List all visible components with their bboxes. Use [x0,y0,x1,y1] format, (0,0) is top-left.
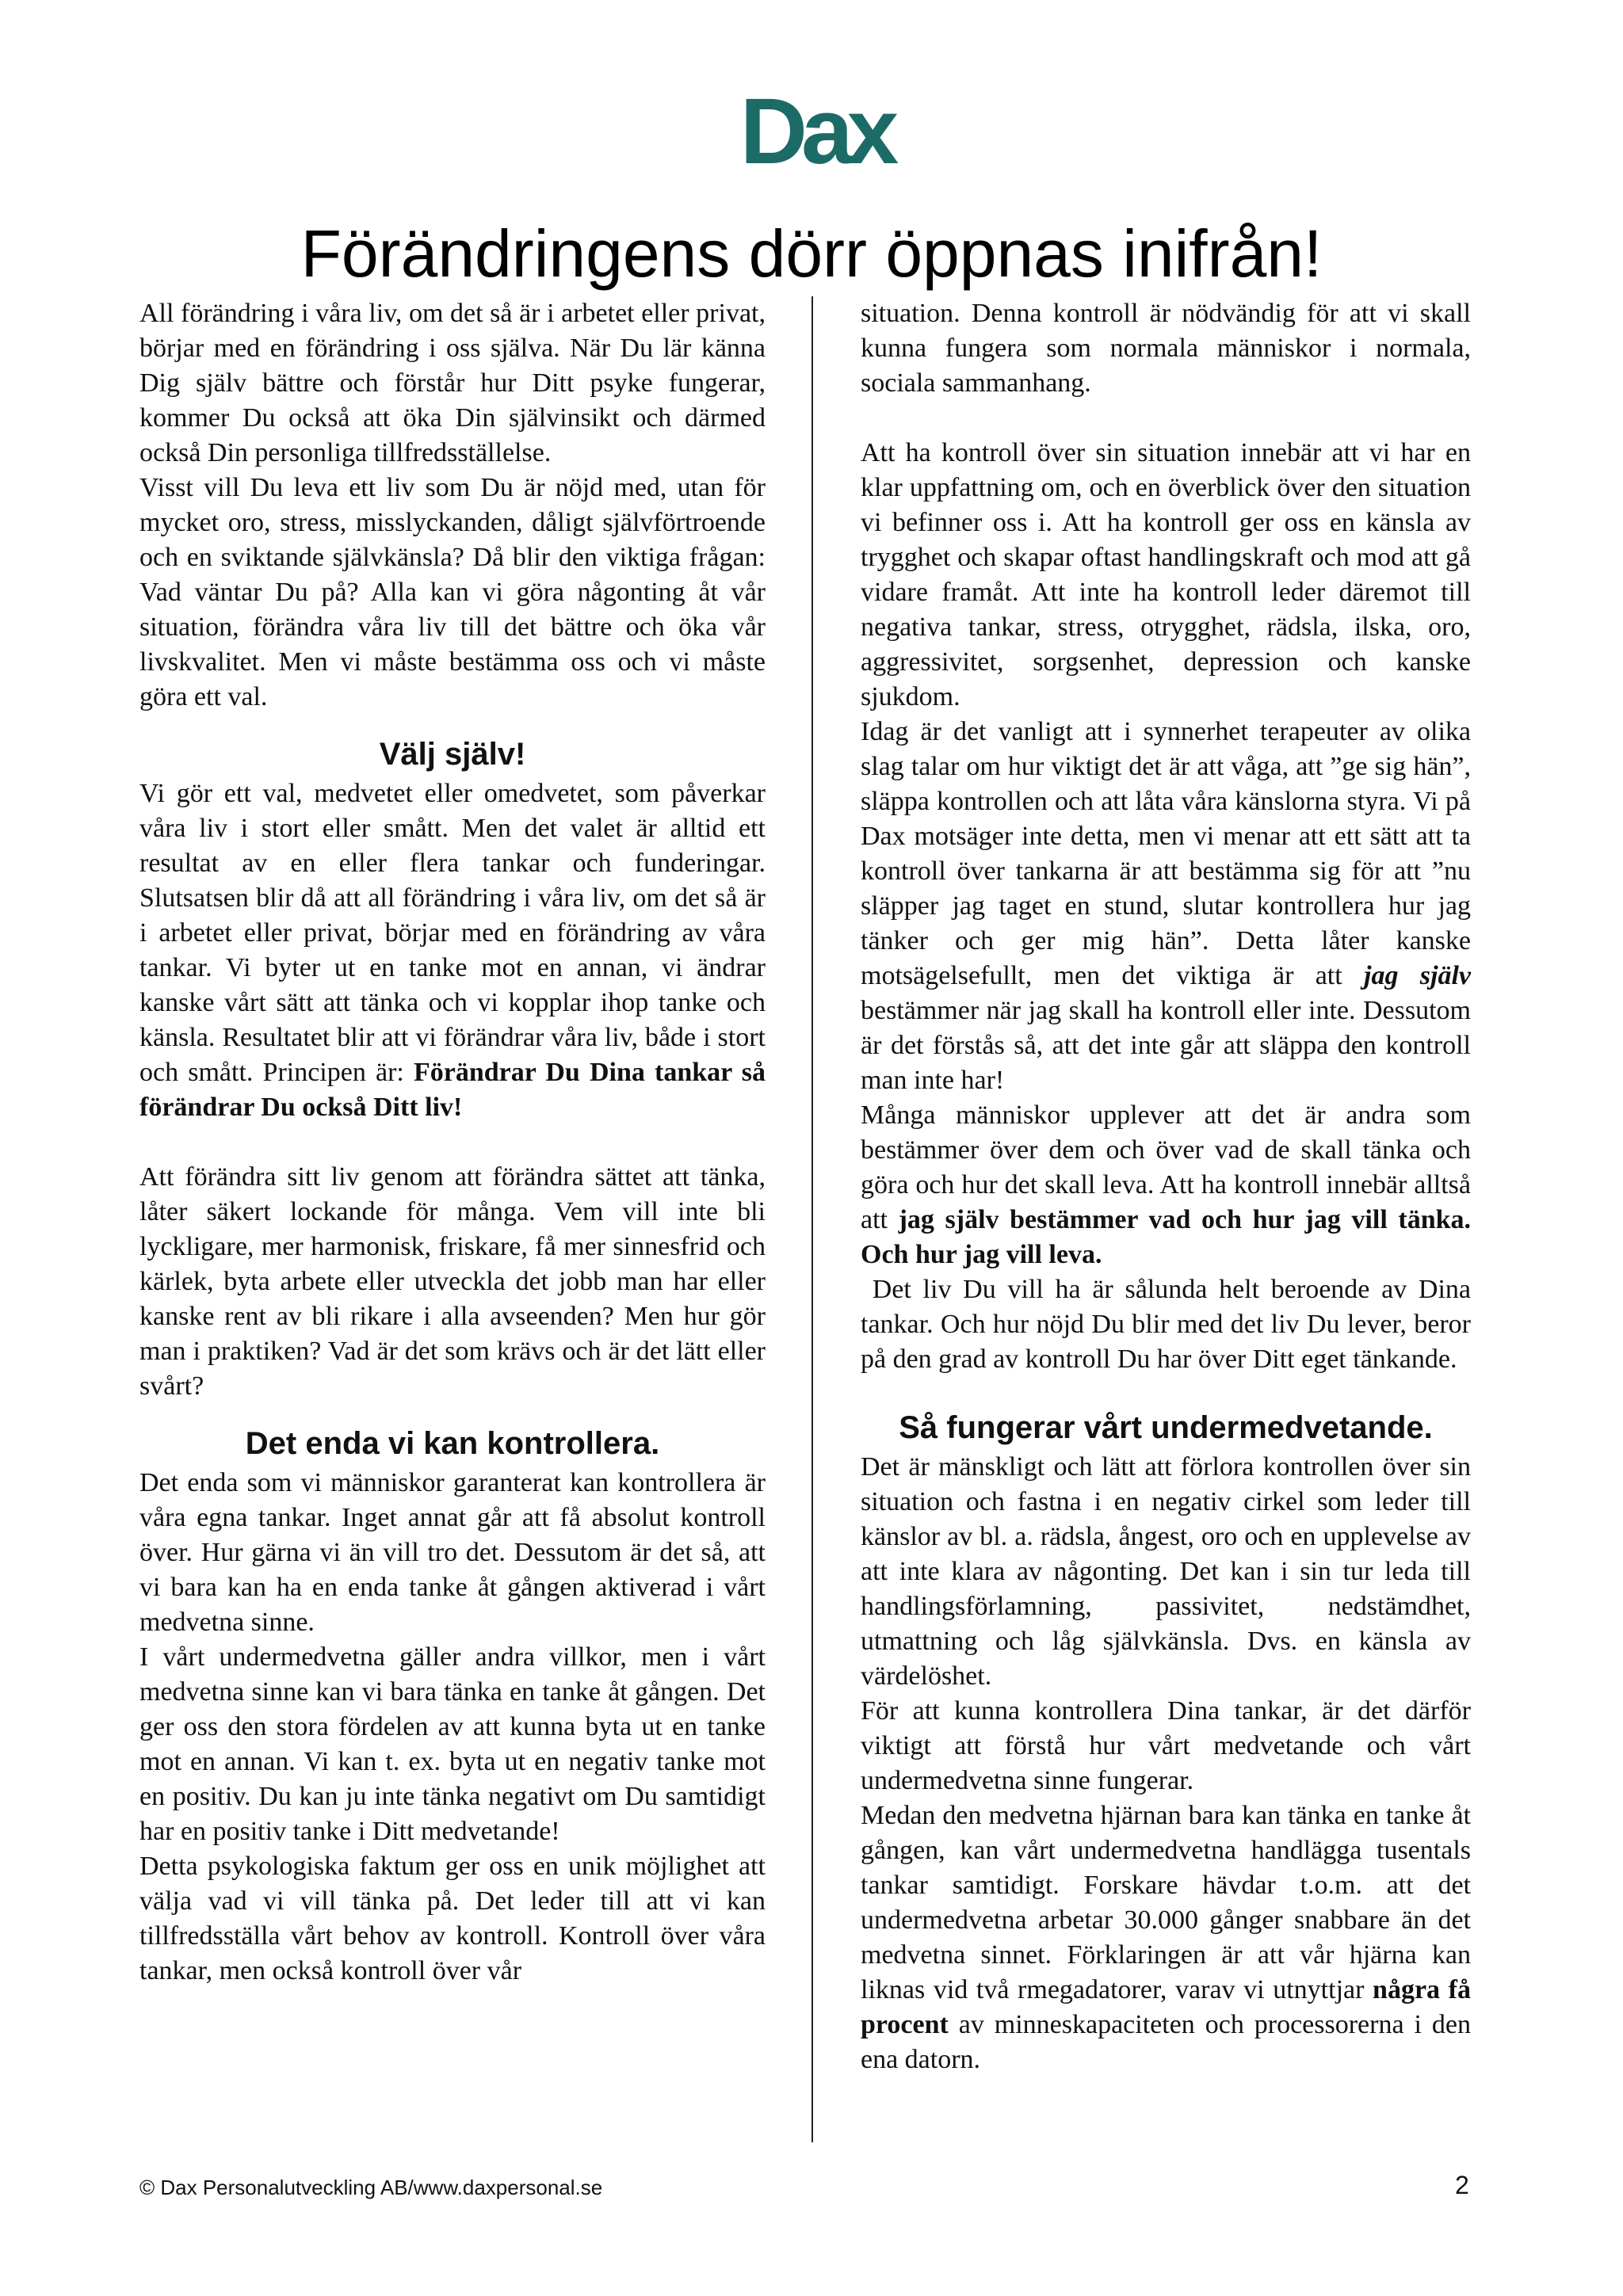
page-number: 2 [1455,2171,1469,2199]
paragraph-text: Medan den medvetna hjärnan bara kan tänka en tanke åt gången, kan vårt undermedvetna handlägga tusentals tankar samtidigt. Forskare hävdar t.o.m. att det undermedvetna arbetar 30.000 gånger snabbare än det medvetna sinnet. Förklaringen är att vår hjärna kan liknas vid två rmegadatorer, varav vi utnyttjar [861,1801,1471,2004]
paragraph: Det liv Du vill ha är sålunda helt beroende av Dina tankar. Och hur nöjd Du blir med det liv Du lever, beror på den grad av kontroll Du har över Ditt eget tänkande. [861,1275,1478,1374]
emphasis-text: jag själv [1364,961,1471,990]
dax-logo [697,86,935,173]
paragraph: Det enda som vi människor garanterat kan kontrollera är våra egna tankar. Inget annat går att få absolut kontroll över. Hur gärna vi än vill tro det. Dessutom är det så, att vi bara kan ha en enda tanke åt gången aktiverad i vårt medvetna sinne. [139,1468,766,1637]
left-column [139,296,766,1989]
paragraph: Visst vill Du leva ett liv som Du är nöjd med, utan för mycket oro, stress, misslyckanden, dåligt självförtroende och en sviktande självkänsla? Då blir den viktiga frågan: Vad väntar Du på? Alla kan vi göra någonting åt vår situation, förändra våra liv till det bättre och öka vår livskvalitet. Men vi måste bestämma oss och vi måste göra ett val. [139,473,766,711]
paragraph: Detta psykologiska faktum ger oss en unik möjlighet att välja vad vi vill tänka på. Det leder till att vi kan tillfredsställa vårt behov av kontroll. Kontroll över våra tankar, men också kontroll över vår [139,1852,766,1985]
bold-text: några få procent [861,1975,1471,2039]
paragraph-gap [861,401,1471,436]
paragraph: I vårt undermedvetna gäller andra villkor, men i vårt medvetna sinne kan vi bara tänka en tanke åt gången. Det ger oss den stora fördelen av att kunna byta ut en tanke mot en annan. Vi kan t. ex. byta ut en negativ tanke mot en positiv. Du kan ju inte tänka negativt om Du samtidigt har en positiv tanke i Ditt medvetande! [139,1642,766,1846]
paragraph-text: Många människor upplever att det är andra som bestämmer över dem och över vad de skall tänka och göra och hur det skall leva. Att ha kontroll innebär alltså att [861,1100,1471,1234]
paragraph: Att ha kontroll över sin situation innebär att vi har en klar uppfattning om, och en överblick över den situation vi befinner oss i. Att ha kontroll ger oss en känsla av trygghet och skapar oftast handlingskraft och mod att gå vidare framåt. Att inte ha kontroll leder däremot till negativa tankar, stress, otrygghet, rädsla, ilska, oro, aggressivitet, sorgsenhet, depression och kanske sjukdom. [861,438,1471,711]
paragraph: Att förändra sitt liv genom att förändra sättet att tänka, låter säkert lockande för många. Vem vill inte bli lyckligare, mer harmonisk, friskare, få mer sinnesfrid och kärlek, byta arbete eller utveckla det jobb man har eller kanske rent av bli rikare i alla avseenden? Men hur gör man i praktiken? Vad är det som krävs och är det lätt eller svårt? [139,1162,766,1401]
footer-copyright: © Dax Personalutveckling AB/www.daxpersonal.se [139,2176,603,2199]
logo-wordmark: Dax [739,86,893,173]
paragraph-text: Idag är det vanligt att i synnerhet terapeuter av olika slag talar om hur viktigt det är att våga, att ”ge sig hän”, släppa kontrollen och att låta våra känslorna styra. Vi på Dax motsäger inte detta, men vi menar att ett sätt att ta kontroll över tankarna är att bestämma sig för att ”nu släpper jag taget en stund, slutar kontrollera hur jag tänker och ger mig hän”. Detta låter kanske motsägelsefullt, men det viktiga är att [861,717,1471,990]
paragraph [861,715,1471,1098]
paragraph-gap [139,1125,766,1160]
bold-text: jag själv bestämmer vad och hur jag vill tänka. Och hur jag vill leva. [861,1205,1472,1269]
page-title: Förändringens dörr öppnas inifrån! [300,216,1323,291]
paragraph-text: Vi gör ett val, medvetet eller omedvetet, som påverkar våra liv i stort eller smått. Men det valet är alltid ett resultat av en eller flera tankar och funderingar. Slutsatsen blir då att all förändring i våra liv, om det så är i arbetet eller privat, börjar med en förändring av våra tankar. Vi byter ut en tanke mot en annan, vi ändrar kanske vårt sätt att tänka och vi kopplar ihop tanke och känsla. Resultatet blir att vi förändrar våra liv, både i stort och smått. Principen är: [139,779,766,1087]
paragraph [861,1098,1471,1272]
paragraph [861,1798,1471,2077]
section-heading-undermedvetande: Så fungerar vårt undermedvetande. [899,1410,1433,1445]
paragraph [139,776,766,1125]
paragraph: Det är mänskligt och lätt att förlora kontrollen över sin situation och fastna i en negativ cirkel som leder till känslor av bl. a. rädsla, ångest, oro och en upplevelse av att inte klara av någonting. Det kan i sin tur leda till handlingsförlamning, passivitet, nedstämdhet, utmattning och låg självkänsla. Dvs. en känsla av värdelöshet. [861,1452,1471,1691]
paragraph-text: av minneskapaciteten och processorerna i den ena datorn. [861,2010,1471,2074]
paragraph: För att kunna kontrollera Dina tankar, är det därför viktigt att förstå hur vårt medvetande och vårt undermedvetna sinne fungerar. [861,1696,1471,1795]
paragraph: situation. Denna kontroll är nödvändig för att vi skall kunna fungera som normala människor i normala, sociala sammanhang. [861,299,1471,398]
section-heading-kontroll: Det enda vi kan kontrollera. [245,1426,660,1461]
paragraph-text: bestämmer när jag skall ha kontroll eller inte. Dessutom är det förstås så, att det inte går att släppa den kontroll man inte har! [861,996,1471,1095]
principle-statement: Förändrar Du Dina tankar så förändrar Du också Ditt liv! [139,1058,766,1122]
right-column [861,296,1478,2077]
column-divider [812,296,813,2142]
paragraph: All förändring i våra liv, om det så är i arbetet eller privat, börjar med en förändring i oss själva. När Du lär känna Dig själv bättre och förstår hur Ditt psyke fungerar, kommer Du också att öka Din självinsikt och därmed också Din personliga tillfredsställelse. [139,299,766,467]
section-heading-valj: Välj själv! [379,737,526,772]
